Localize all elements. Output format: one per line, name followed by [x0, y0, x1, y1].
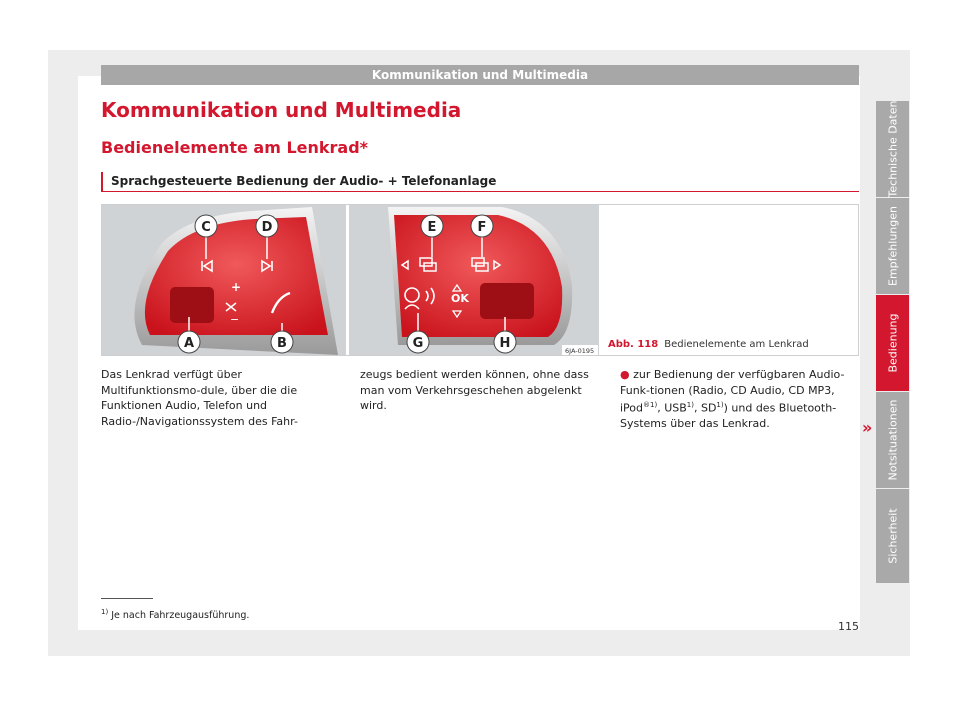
paragraph-intro: Das Lenkrad verfügt über Multifunktionsmo-dule, über die die Funktionen Audio, Telefon und Radio-/Navigationssystem des Fahr-	[101, 368, 298, 428]
figure-number: Abb. 118	[608, 339, 659, 350]
tab-bedienung[interactable]: Bedienung	[876, 295, 909, 391]
section-heading	[101, 172, 859, 192]
plus-symbol: +	[231, 280, 242, 294]
callout-d	[256, 215, 278, 237]
continue-arrow-icon: »	[862, 418, 873, 437]
callout-f	[471, 215, 493, 237]
callout-c	[195, 215, 217, 237]
svg-text:B: B	[277, 336, 287, 351]
callout-h	[494, 331, 516, 353]
text-column-2	[360, 367, 600, 414]
bullet-icon: ●	[620, 368, 630, 381]
steering-wheel-illustration	[102, 205, 858, 355]
svg-text:H: H	[499, 336, 511, 351]
svg-text:G: G	[412, 336, 424, 351]
text-column-3	[620, 367, 860, 432]
svg-text:E: E	[427, 220, 437, 235]
callout-e	[421, 215, 443, 237]
running-header: Kommunikation und Multimedia	[101, 65, 859, 85]
callout-a	[178, 331, 200, 353]
ok-label: OK	[451, 292, 469, 305]
volume-roller-right	[480, 283, 534, 319]
figure-caption-text: Bedienelemente am Lenkrad	[664, 339, 809, 350]
minus-symbol: −	[230, 313, 240, 326]
callout-g	[407, 331, 429, 353]
figure-steering-controls	[101, 204, 859, 356]
footnote-text: Je nach Fahrzeugausführung.	[111, 610, 250, 622]
paragraph-continued: zeugs bedient werden können, ohne dass man vom Verkehrsgeschehen abgelenkt wird.	[360, 368, 589, 412]
page-number: 115	[838, 620, 859, 633]
figure-caption	[608, 339, 809, 350]
tab-technische-daten[interactable]: Technische Daten	[876, 101, 909, 197]
svg-text:F: F	[477, 220, 487, 235]
page-subtitle: Bedienelemente am Lenkrad*	[101, 138, 369, 157]
tab-empfehlungen[interactable]: Empfehlungen	[876, 198, 909, 294]
page-title: Kommunikation und Multimedia	[101, 98, 462, 122]
callout-b	[271, 331, 293, 353]
bullet-item: ● zur Bedienung der verfügbaren Audio-Funk-tionen (Radio, CD Audio, CD MP3, iPod$^{®1)}$, USB$^{1)}$, SD$^{1)}$) und des Bluetooth-Systems über das Lenkrad.	[620, 368, 845, 431]
footnote-mark: 1)	[101, 608, 109, 616]
tab-sicherheit[interactable]: Sicherheit	[876, 489, 909, 583]
svg-text:A: A	[183, 336, 195, 351]
footnote	[101, 608, 249, 621]
section-heading-text: Sprachgesteuerte Bedienung der Audio- + Telefonanlage	[111, 174, 497, 188]
svg-text:D: D	[261, 220, 273, 235]
text-column-1	[101, 367, 341, 429]
volume-roller-left	[170, 287, 214, 323]
tab-notsituationen[interactable]: Notsituationen	[876, 392, 909, 488]
svg-text:C: C	[201, 220, 211, 235]
footnote-rule	[101, 598, 153, 599]
photo-code: 6JA-0195	[565, 347, 595, 355]
